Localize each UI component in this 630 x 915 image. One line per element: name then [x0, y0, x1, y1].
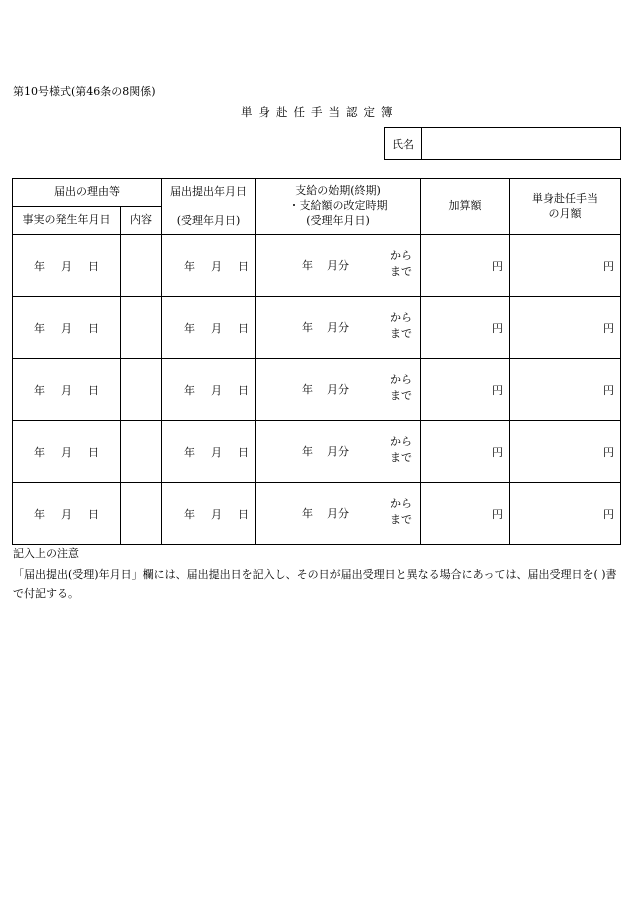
day-label: 日 — [88, 507, 99, 521]
monthly-amount-header — [510, 179, 621, 235]
month-part-label: 月分 — [327, 259, 349, 272]
payment-header-line1: 支給の始期(終期) — [295, 184, 381, 198]
payment-period-header — [256, 179, 421, 235]
year-label: 年 — [184, 507, 195, 521]
until-label: まで — [390, 265, 412, 278]
day-label: 日 — [88, 383, 99, 397]
content-cell[interactable] — [121, 235, 162, 297]
monthly-amount-cell[interactable]: 円 — [510, 483, 621, 545]
notes-heading: 記入上の注意 — [13, 547, 79, 560]
monthly-header-line2: の月額 — [548, 206, 582, 220]
content-header: 内容 — [121, 207, 162, 235]
added-amount-cell[interactable]: 円 — [421, 421, 510, 483]
day-label: 日 — [238, 383, 249, 397]
year-label: 年 — [302, 507, 313, 520]
day-label: 日 — [88, 321, 99, 335]
table-row — [13, 359, 621, 421]
year-label: 年 — [302, 321, 313, 334]
page-title: 単身赴任手当認定簿 — [241, 105, 399, 119]
payment-period-cell[interactable] — [256, 483, 421, 545]
monthly-amount-cell[interactable]: 円 — [510, 359, 621, 421]
from-label: から — [390, 373, 412, 386]
content-cell[interactable] — [121, 359, 162, 421]
month-label: 月 — [61, 383, 72, 397]
fact-date-cell[interactable] — [13, 421, 121, 483]
added-amount-cell[interactable]: 円 — [421, 235, 510, 297]
until-label: まで — [390, 327, 412, 340]
from-label: から — [390, 435, 412, 448]
from-label: から — [390, 249, 412, 262]
payment-header-line2: ・支給額の改定時期 — [288, 199, 388, 213]
payment-period-cell[interactable] — [256, 359, 421, 421]
payment-period-cell[interactable] — [256, 421, 421, 483]
submit-date-cell[interactable] — [162, 235, 256, 297]
year-label: 年 — [184, 445, 195, 459]
table-row — [13, 297, 621, 359]
month-label: 月 — [211, 259, 222, 273]
added-amount-cell[interactable]: 円 — [421, 297, 510, 359]
notes-body: 「届出提出(受理)年月日」欄には、届出提出日を記入し、その日が届出受理日と異なる場合にあっては、届出受理日を( )書で付記する。 — [13, 568, 617, 600]
day-label: 日 — [238, 445, 249, 459]
year-label: 年 — [184, 321, 195, 335]
submit-date-cell[interactable] — [162, 421, 256, 483]
month-label: 月 — [61, 321, 72, 335]
submit-date-cell[interactable] — [162, 359, 256, 421]
submit-date-cell[interactable] — [162, 297, 256, 359]
day-label: 日 — [238, 507, 249, 521]
month-part-label: 月分 — [327, 383, 349, 396]
year-label: 年 — [34, 445, 45, 459]
day-label: 日 — [88, 445, 99, 459]
day-label: 日 — [238, 259, 249, 273]
month-part-label: 月分 — [327, 507, 349, 520]
day-label: 日 — [238, 321, 249, 335]
reason-group-header: 届出の理由等 — [13, 179, 162, 207]
table-row — [13, 483, 621, 545]
until-label: まで — [390, 389, 412, 402]
until-label: まで — [390, 513, 412, 526]
table-row — [13, 235, 621, 297]
fact-date-cell[interactable] — [13, 483, 121, 545]
submit-date-header-line1: 届出提出年月日 — [170, 184, 247, 198]
form-number: 第10号様式(第46条の8関係) — [13, 85, 156, 98]
year-label: 年 — [34, 259, 45, 273]
submit-date-cell[interactable] — [162, 483, 256, 545]
month-label: 月 — [61, 507, 72, 521]
month-part-label: 月分 — [327, 321, 349, 334]
content-cell[interactable] — [121, 483, 162, 545]
month-label: 月 — [211, 507, 222, 521]
added-amount-cell[interactable]: 円 — [421, 483, 510, 545]
ledger-table — [12, 178, 621, 545]
content-cell[interactable] — [121, 297, 162, 359]
payment-period-cell[interactable] — [256, 235, 421, 297]
added-amount-cell[interactable]: 円 — [421, 359, 510, 421]
fact-date-cell[interactable] — [13, 235, 121, 297]
monthly-amount-cell[interactable]: 円 — [510, 297, 621, 359]
name-box — [384, 127, 621, 160]
month-label: 月 — [211, 383, 222, 397]
from-label: から — [390, 497, 412, 510]
payment-period-cell[interactable] — [256, 297, 421, 359]
from-label: から — [390, 311, 412, 324]
added-amount-header: 加算額 — [421, 179, 510, 235]
month-label: 月 — [61, 259, 72, 273]
name-field[interactable] — [422, 128, 620, 159]
year-label: 年 — [184, 259, 195, 273]
year-label: 年 — [302, 383, 313, 396]
submit-date-header — [162, 179, 256, 235]
name-label: 氏名 — [385, 128, 422, 159]
year-label: 年 — [34, 507, 45, 521]
monthly-amount-cell[interactable]: 円 — [510, 235, 621, 297]
year-label: 年 — [34, 321, 45, 335]
year-label: 年 — [34, 383, 45, 397]
monthly-amount-cell[interactable]: 円 — [510, 421, 621, 483]
content-cell[interactable] — [121, 421, 162, 483]
month-part-label: 月分 — [327, 445, 349, 458]
month-label: 月 — [211, 445, 222, 459]
fact-date-cell[interactable] — [13, 359, 121, 421]
submit-date-header-line2: (受理年月日) — [176, 213, 241, 227]
year-label: 年 — [302, 445, 313, 458]
year-label: 年 — [302, 259, 313, 272]
until-label: まで — [390, 451, 412, 464]
table-row — [13, 421, 621, 483]
monthly-header-line1: 単身赴任手当 — [532, 191, 598, 205]
day-label: 日 — [88, 259, 99, 273]
fact-date-header: 事実の発生年月日 — [13, 207, 121, 235]
fact-date-cell[interactable] — [13, 297, 121, 359]
month-label: 月 — [61, 445, 72, 459]
payment-header-line3: (受理年月日) — [306, 213, 370, 227]
month-label: 月 — [211, 321, 222, 335]
year-label: 年 — [184, 383, 195, 397]
